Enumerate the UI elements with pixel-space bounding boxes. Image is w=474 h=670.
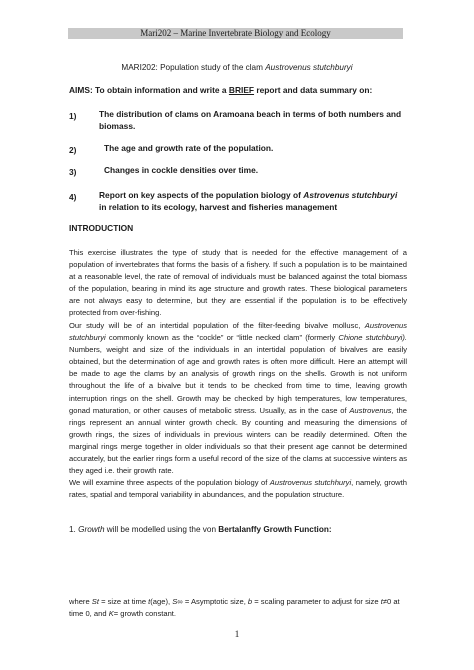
aims-heading [69, 85, 372, 95]
para3-species: Austrovenus stutchhuryi [269, 478, 352, 487]
running-header: Mari202 – Marine Invertebrate Biology and Ecology [68, 28, 403, 39]
title-prefix: MARI202: Population study of the clam [121, 63, 266, 72]
growth-function-name: Bertalanffy Growth Function: [218, 525, 332, 534]
def-text: = scaling parameter to adjust for size [252, 597, 381, 606]
para2-species-3: Austrovenus, [349, 405, 394, 415]
intro-paragraph-1: This exercise illustrates the type of study that is needed for the effective management of a population of invertebrates that forms the basis of a fishery. If such a population is to be maintained at a reasonable level, the rate of removal of individuals must be balanced against the total biomass of the population, bearing in mind its age structure and growth rates. These biological parameters are not always easy to determine, but they are essential if the population is to be effectively protected from over-fishing. [69, 248, 407, 318]
def-text: where [69, 597, 92, 606]
aim-item-text-post: in relation to its ecology, harvest and fisheries management [99, 202, 338, 212]
def-symbol: St [91, 597, 99, 606]
def-symbol: S∞ [172, 597, 183, 606]
para2-species-1: Austrovenus stutchburyi [69, 321, 407, 343]
variable-definitions [69, 596, 407, 620]
aim-item-text: Changes in cockle densities over time. [104, 165, 259, 175]
aim-number: 1) [69, 111, 77, 121]
aims-heading-post: report and data summary on: [254, 85, 373, 95]
def-text: ≠0 at time 0, and [69, 597, 400, 618]
para3-text-2: , namely, growth rates, spatial and temporal variability in abundances, and the population structure. [69, 478, 407, 500]
aims-heading-underlined: BRIEF [228, 85, 255, 95]
aim-item-text: The distribution of clams on Aramoana beach in terms of both numbers and biomass. [99, 109, 402, 131]
para2-text-1: Our study will be of an intertidal population of the filter-feeding bivalve mollusc, [69, 321, 365, 330]
aim-number: 2) [69, 145, 77, 155]
aim-number: 4) [69, 192, 77, 202]
growth-intro-text: will be modelled using the von [104, 525, 219, 534]
para2-species-2: Chione stutchburyi). [338, 333, 407, 343]
def-symbol: b [247, 597, 253, 606]
para2-text-4: the rings represent an annual winter growth check. By counting and measuring the dimensions of growth rings, the sizes of individuals in previous winters can be readily determined. Often the marginal rings merge together in older individuals so that their present age cannot be determined accurately, but the earlier rings form a useful record of the size of the clams at successive winters as they aged i.e. their growth rate. [69, 405, 408, 476]
aims-heading-pre: AIMS: To obtain information and write a [69, 85, 229, 95]
growth-intro-number: 1. [69, 525, 79, 534]
aim-number: 3) [69, 167, 77, 177]
def-text: = growth constant. [113, 609, 177, 618]
growth-word: Growth [78, 525, 105, 534]
growth-function-intro [69, 525, 332, 534]
aim-item-text-pre: Report on key aspects of the population biology of [99, 190, 304, 200]
aim-item-species: Astrovenus stutchburyi [303, 190, 398, 200]
para2-text-3: Numbers, weight and size of the individuals in an intertidal population of bivalves are easily obtained, but the determination of age and growth rates is often more difficult. Here an attempt will be made to age the clams by an analysis of growth rings on the shells. Growth is not uniform throughout the life of a bivalve but it tends to be checked from time to time, leaving growth interruption rings on the shell. Growth may be checked by high temperatures, low temperatures, gonad maturation, or other causes of metabolic stress. Usually, as in the case of [69, 345, 407, 415]
page-number: 1 [234, 630, 240, 640]
intro-paragraph-2 [69, 320, 407, 477]
title-species: Austrovenus stutchburyi [265, 63, 353, 72]
def-text: = size at time [98, 597, 149, 606]
introduction-heading: INTRODUCTION [69, 223, 134, 233]
aim-item-text: The age and growth rate of the population. [104, 143, 274, 153]
def-symbol: t [148, 597, 151, 606]
para3-text-1: We will examine three aspects of the population biology of [69, 478, 270, 487]
def-text: (age), [150, 597, 173, 606]
def-symbol: t [380, 597, 383, 606]
aim-item-text [99, 189, 407, 213]
def-symbol: K [108, 609, 114, 618]
para2-text-2: commonly known as the “cockle” or “little necked clam” (formerly [105, 333, 339, 343]
document-title [0, 63, 474, 72]
intro-paragraph-3 [69, 477, 407, 501]
def-text: = Asymptotic size, [182, 597, 248, 606]
